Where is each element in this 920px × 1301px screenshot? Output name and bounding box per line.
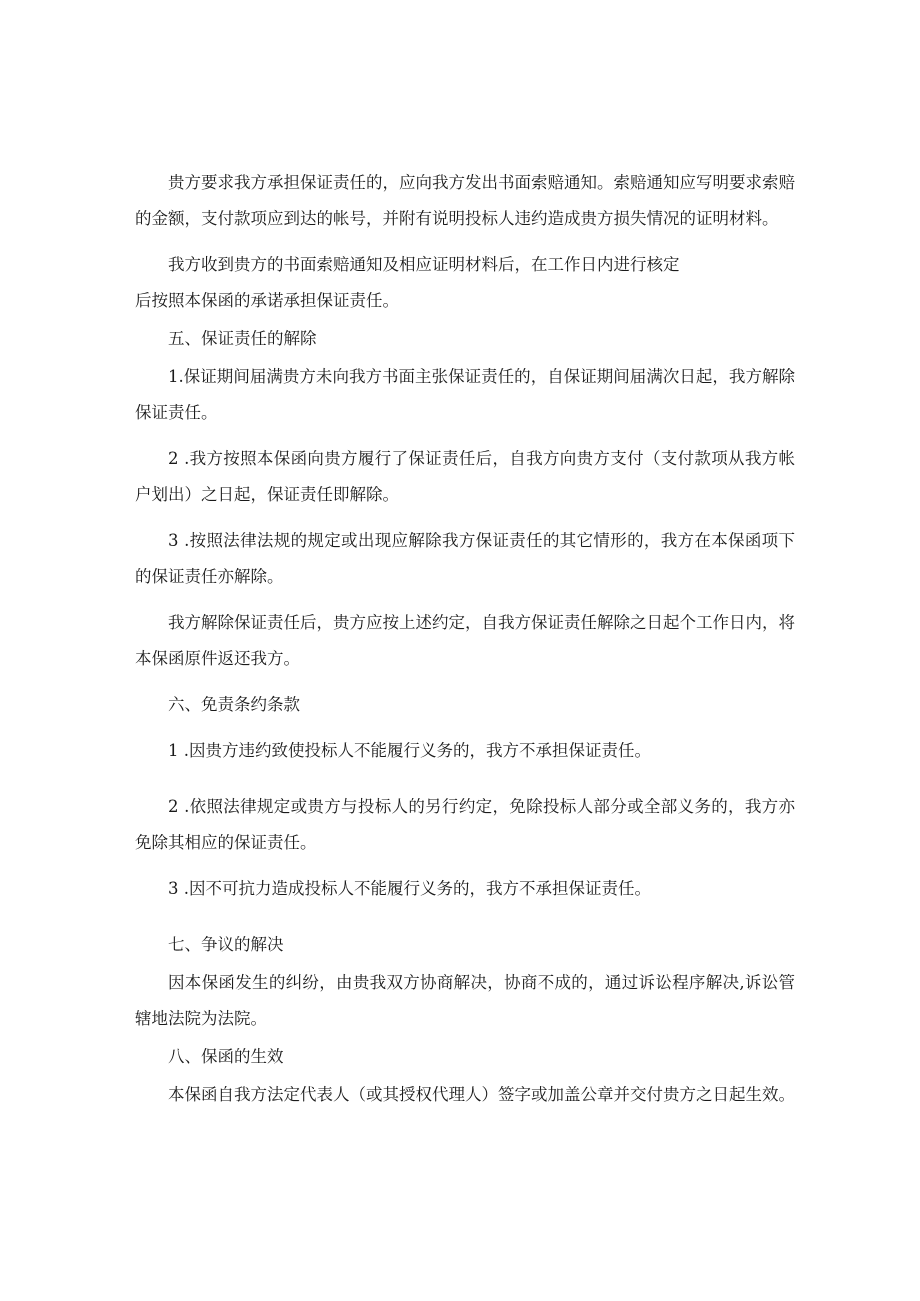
section-8-body: 本保函自我方法定代表人（或其授权代理人）签字或加盖公章并交付贵方之日起生效。: [168, 1085, 795, 1104]
section-6-title: 六、免责条约条款: [168, 695, 300, 714]
document-page: [135, 165, 795, 1113]
section-5-item-2: 2 .我方按照本保函向贵方履行了保证责任后，自我方向贵方支付（支付款项从我方帐户划出）之日起，保证责任即解除。: [135, 449, 795, 504]
section-7-title: 七、争议的解决: [168, 935, 284, 954]
section-5-return-paragraph: 我方解除保证责任后，贵方应按上述约定，自我方保证责任解除之日起个工作日内，将本保函原件返还我方。: [135, 613, 795, 668]
section-5-item-3: 3 .按照法律法规的规定或出现应解除我方保证责任的其它情形的，我方在本保函项下的保证责任亦解除。: [135, 531, 795, 586]
section-7-body: 因本保函发生的纠纷，由贵我双方协商解决，协商不成的，通过诉讼程序解决,诉讼管辖地法院为法院。: [135, 973, 795, 1028]
claim-review-continuation: 后按照本保函的承诺承担保证责任。: [135, 291, 399, 310]
section-8-title: 八、保函的生效: [168, 1047, 284, 1066]
section-6-item-3: 3 .因不可抗力造成投标人不能履行义务的，我方不承担保证责任。: [168, 879, 651, 898]
section-6-item-1: 1 .因贵方违约致使投标人不能履行义务的，我方不承担保证责任。: [168, 741, 651, 760]
claim-notice-paragraph: 贵方要求我方承担保证责任的，应向我方发出书面索赔通知。索赔通知应写明要求索赔的金额，支付款项应到达的帐号，并附有说明投标人违约造成贵方损失情况的证明材料。: [135, 173, 795, 228]
section-5-item-1: 1.保证期间届满贵方未向我方书面主张保证责任的，自保证期间届满次日起，我方解除保证责任。: [135, 367, 795, 422]
section-5-title: 五、保证责任的解除: [168, 329, 317, 348]
section-6-item-2: 2 .依照法律规定或贵方与投标人的另行约定，免除投标人部分或全部义务的，我方亦免除其相应的保证责任。: [135, 797, 795, 852]
claim-review-paragraph: 我方收到贵方的书面索赔通知及相应证明材料后，在工作日内进行核定: [168, 255, 680, 274]
